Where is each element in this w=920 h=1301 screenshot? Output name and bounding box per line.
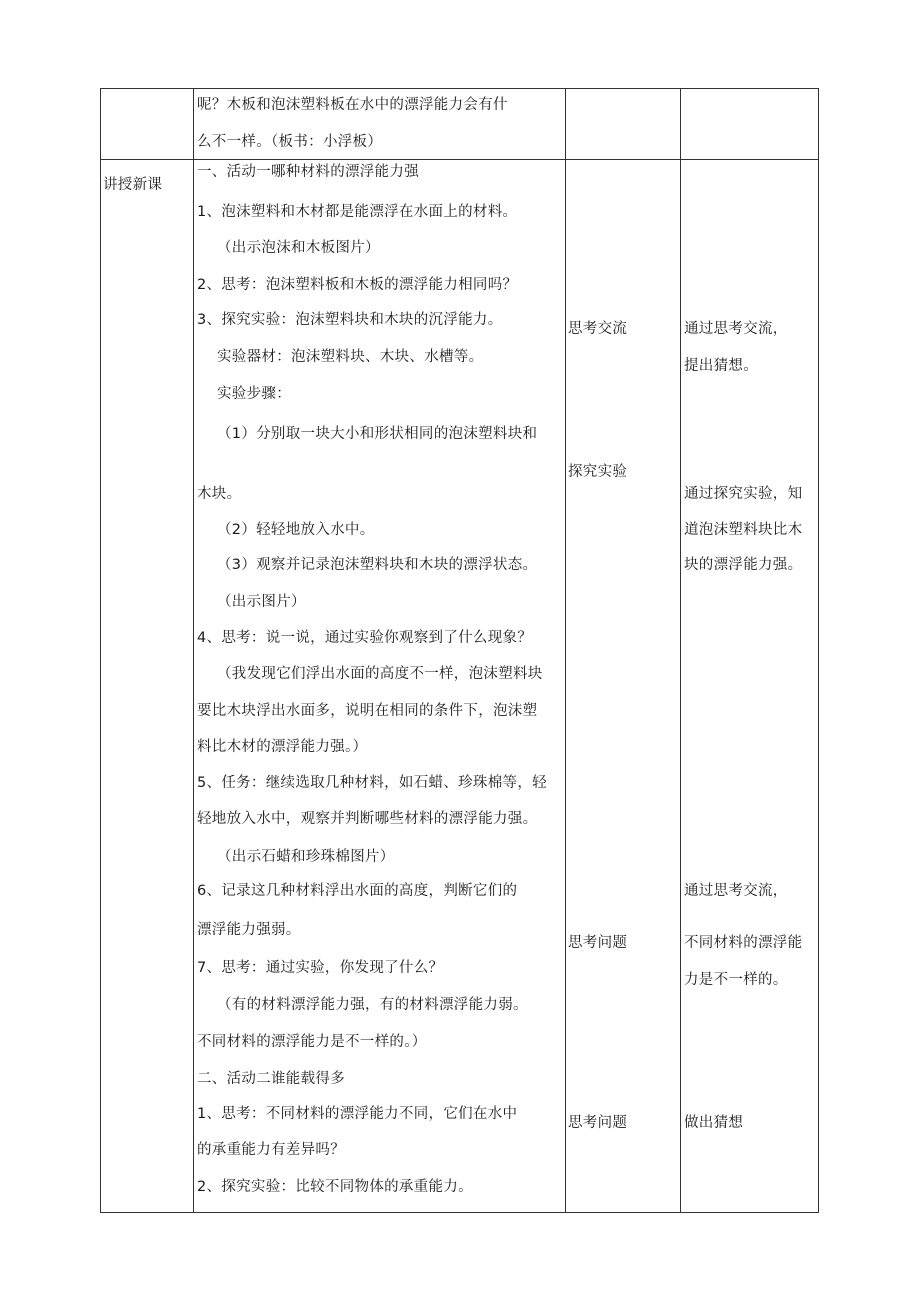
content-line: （出示泡沫和木板图片） <box>217 240 380 256</box>
content-line: （2）轻轻地放入水中。 <box>217 522 375 538</box>
design-intent: 做出猜想 <box>684 1115 744 1131</box>
content-line: 轻地放入水中，观察并判断哪些材料的漂浮能力强。 <box>197 811 538 827</box>
student-activity: 探究实验 <box>568 464 628 480</box>
table-top-border <box>100 88 819 89</box>
content-line: （出示石蜡和珍珠棉图片） <box>217 849 395 865</box>
content-line: 料比木材的漂浮能力强。） <box>197 739 368 755</box>
student-activity: 思考问题 <box>568 1115 628 1131</box>
content-line: 实验步骤： <box>217 386 291 402</box>
table-bottom-border <box>100 1212 819 1213</box>
section-label: 讲授新课 <box>103 177 163 193</box>
design-intent: 通过探究实验，知 <box>684 486 803 502</box>
content-line: 4、思考：说一说，通过实验你观察到了什么现象？ <box>197 630 533 646</box>
content-line: 2、探究实验：比较不同物体的承重能力。 <box>197 1179 473 1195</box>
content-line: 木块。 <box>197 486 242 502</box>
content-line: 7、思考：通过实验，你发现了什么？ <box>197 960 444 976</box>
column-divider-2 <box>565 88 566 1213</box>
content-line: 不同材料的漂浮能力是不一样的。） <box>197 1034 427 1050</box>
content-line: 1、泡沫塑料和木材都是能漂浮在水面上的材料。 <box>197 204 518 220</box>
content-line: 5、任务：继续选取几种材料，如石蜡、珍珠棉等，轻 <box>197 775 547 791</box>
row-divider <box>100 159 819 160</box>
content-line: （出示图片） <box>217 594 306 610</box>
student-activity: 思考交流 <box>568 321 628 337</box>
design-intent: 通过思考交流， <box>684 321 788 337</box>
table-left-border <box>100 88 101 1213</box>
design-intent: 道泡沫塑料块比木 <box>684 522 803 538</box>
design-intent: 块的漂浮能力强。 <box>684 557 803 573</box>
design-intent: 力是不一样的。 <box>684 972 788 988</box>
content-line: 一、活动一哪种材料的漂浮能力强 <box>197 164 419 180</box>
content-line: 2、思考：泡沫塑料板和木板的漂浮能力相同吗？ <box>197 277 518 293</box>
content-line: 漂浮能力强弱。 <box>197 922 301 938</box>
design-intent: 不同材料的漂浮能 <box>684 935 803 951</box>
content-line: （3）观察并记录泡沫塑料块和木块的漂浮状态。 <box>217 557 538 573</box>
content-line: 1、思考：不同材料的漂浮能力不同，它们在水中 <box>197 1106 518 1122</box>
content-line: 么不一样。（板书：小浮板） <box>197 134 383 150</box>
content-line: 要比木块浮出水面多，说明在相同的条件下，泡沫塑 <box>197 703 538 719</box>
content-line: 实验器材：泡沫塑料块、木块、水槽等。 <box>217 349 484 365</box>
student-activity: 思考问题 <box>568 935 628 951</box>
design-intent: 提出猜想。 <box>684 358 758 374</box>
content-line: 6、记录这几种材料浮出水面的高度，判断它们的 <box>197 883 518 899</box>
content-line: 的承重能力有差异吗？ <box>197 1142 345 1158</box>
content-line: （1）分别取一块大小和形状相同的泡沫塑料块和 <box>217 426 538 442</box>
column-divider-3 <box>680 88 681 1213</box>
column-divider-1 <box>193 88 194 1213</box>
table-right-border <box>818 88 819 1213</box>
content-line: （有的材料漂浮能力强，有的材料漂浮能力弱。 <box>217 997 528 1013</box>
design-intent: 通过思考交流， <box>684 883 788 899</box>
content-line: 3、探究实验：泡沫塑料块和木块的沉浮能力。 <box>197 312 503 328</box>
content-line: 二、活动二谁能载得多 <box>197 1071 345 1087</box>
content-line: 呢？木板和泡沫塑料板在水中的漂浮能力会有什 <box>197 97 508 113</box>
content-line: （我发现它们浮出水面的高度不一样，泡沫塑料块 <box>217 666 543 682</box>
